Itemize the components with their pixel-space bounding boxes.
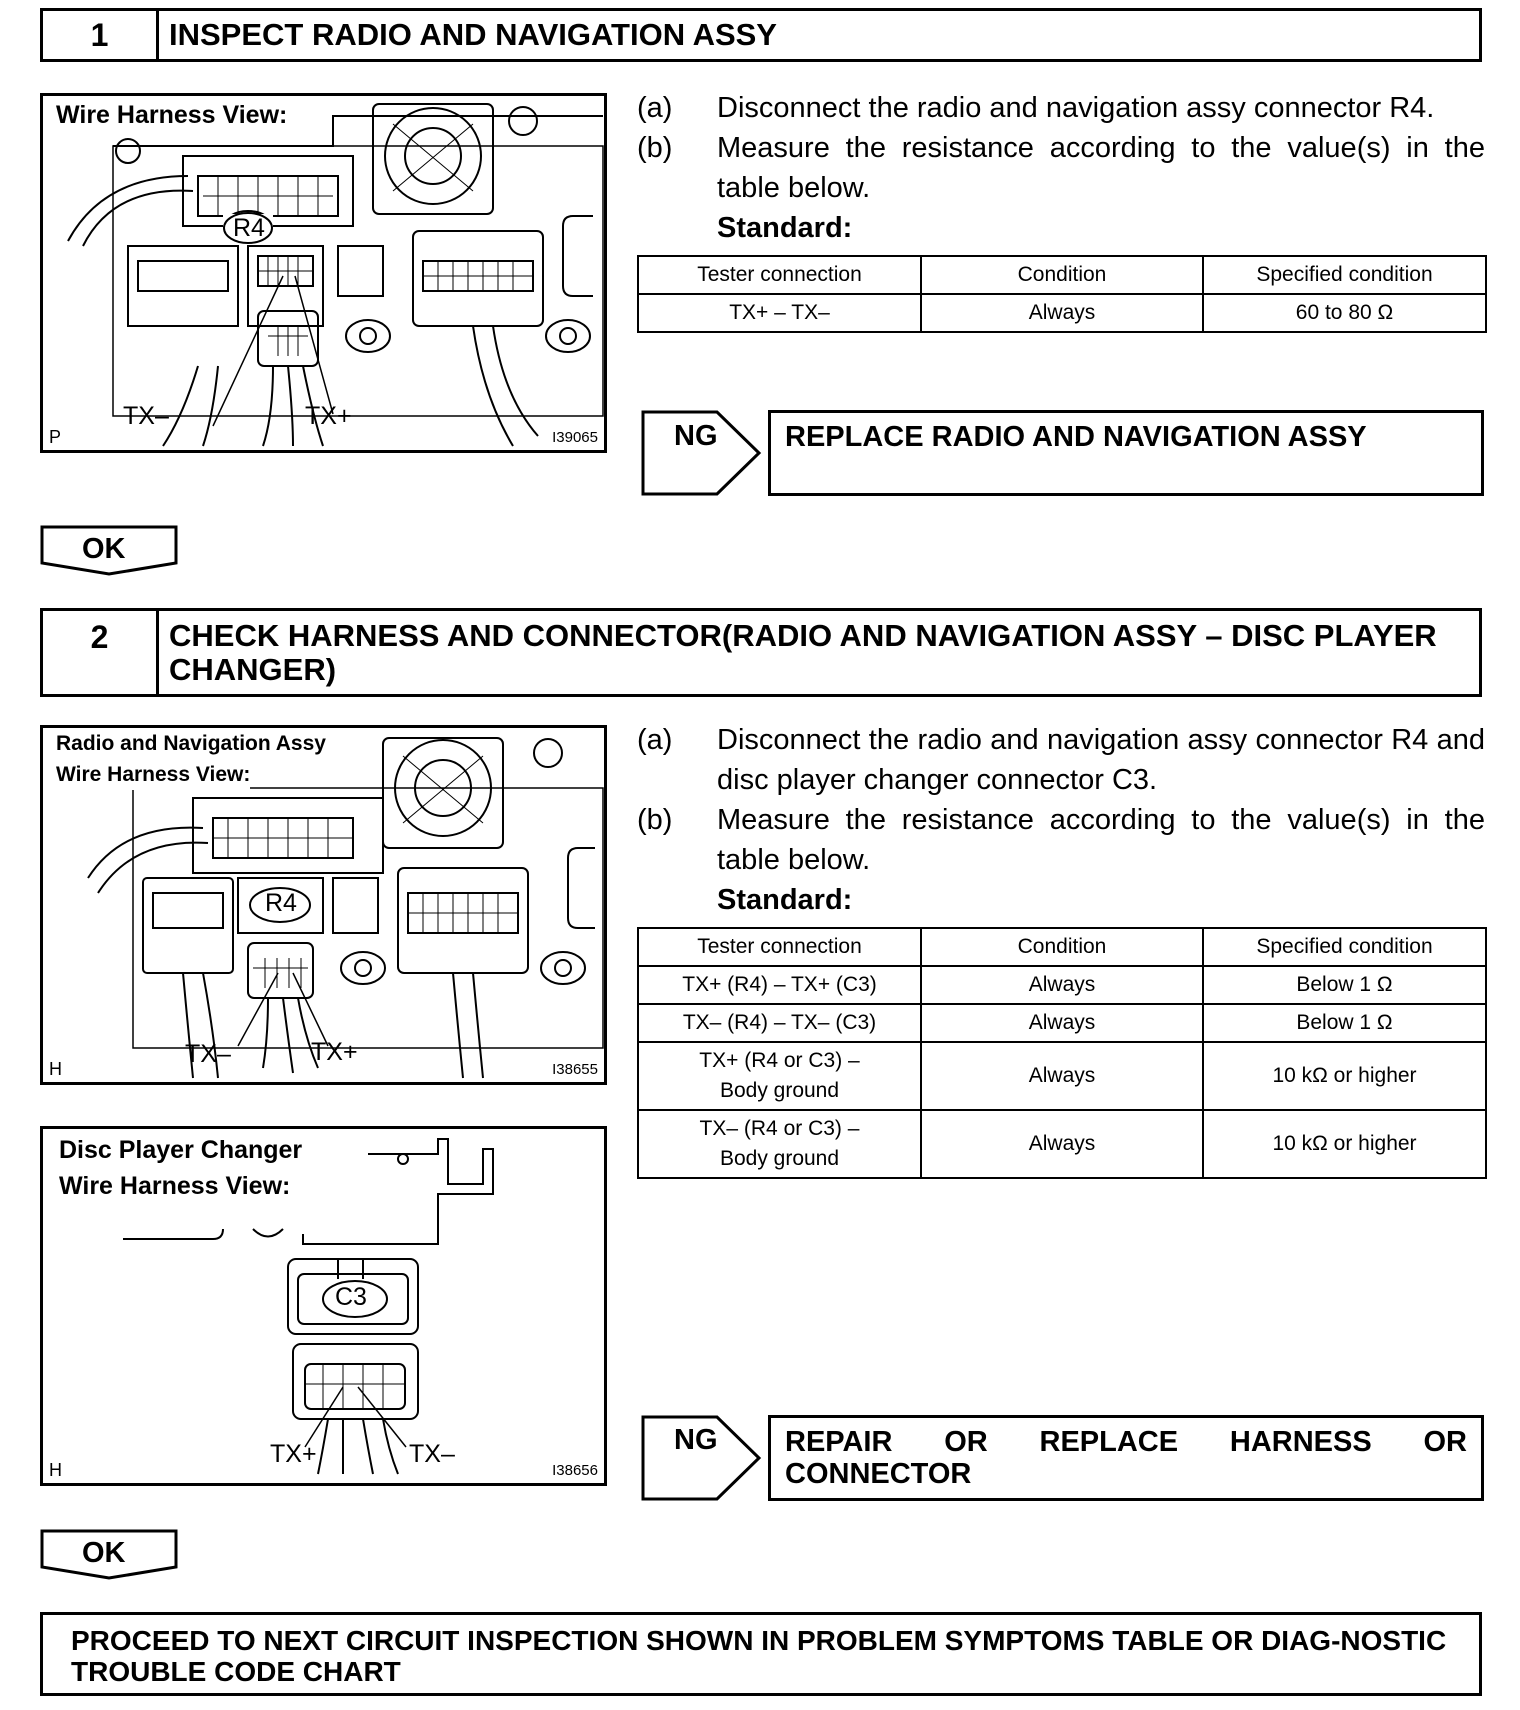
ng-action-text: REPLACE RADIO AND NAVIGATION ASSY	[785, 421, 1367, 453]
header-tester-connection: Tester connection	[638, 256, 921, 294]
cell-connection: TX+ (R4) – TX+ (C3)	[638, 966, 921, 1004]
step-1-spec-table	[637, 255, 1487, 333]
cell-spec: 60 to 80 Ω	[1203, 294, 1486, 332]
pin-label-right: TX–	[409, 1440, 455, 1468]
step-number: 2	[43, 611, 159, 694]
figure-label: Wire Harness View:	[56, 101, 288, 129]
step-title: INSPECT RADIO AND NAVIGATION ASSY	[169, 17, 777, 52]
radio-connector-illustration	[43, 96, 607, 453]
step-1-header	[40, 8, 1482, 62]
figure-label-line-1: Radio and Navigation Assy	[56, 728, 326, 759]
standard-label: Standard:	[717, 884, 853, 916]
table-row	[638, 1110, 1486, 1178]
step-number: 1	[43, 11, 159, 59]
cell-spec: 10 kΩ or higher	[1203, 1042, 1486, 1110]
cell-connection: TX– (R4) – TX– (C3)	[638, 1004, 921, 1042]
header-condition: Condition	[921, 928, 1203, 966]
connector-code-label: R4	[233, 214, 265, 242]
standard-label: Standard:	[717, 212, 853, 244]
instruction-a: (a) Disconnect the radio and navigation assy connector R4.	[637, 92, 1435, 124]
instruction-b: (b) Measure the resistance according to the value(s) in the table below.	[637, 804, 1485, 876]
table-row	[638, 1004, 1486, 1042]
ok-label: OK	[82, 533, 126, 565]
figure-code: I38656	[552, 1462, 598, 1479]
cell-condition: Always	[921, 1004, 1203, 1042]
cell-connection-line-1: TX+ (R4 or C3) –	[699, 1049, 860, 1072]
ng-action-text: REPAIR OR REPLACE HARNESS OR CONNECTOR	[785, 1426, 1467, 1490]
header-condition: Condition	[921, 256, 1203, 294]
ok-label: OK	[82, 1537, 126, 1569]
ng-label: NG	[674, 1424, 718, 1456]
cell-connection	[638, 1110, 921, 1178]
final-instruction-box	[40, 1612, 1482, 1696]
radio-harness-figure	[40, 725, 607, 1085]
cell-condition: Always	[921, 1042, 1203, 1110]
step-2-header	[40, 608, 1482, 697]
ng-action-box	[768, 410, 1484, 496]
figure-code: I39065	[552, 429, 598, 446]
cell-connection	[638, 1042, 921, 1110]
cell-connection: TX+ – TX–	[638, 294, 921, 332]
cell-connection-line-2: Body ground	[719, 1147, 840, 1170]
pin-label-left: TX–	[185, 1040, 231, 1068]
cell-spec: Below 1 Ω	[1203, 966, 1486, 1004]
pin-label-right: TX+	[311, 1038, 358, 1066]
table-row	[638, 966, 1486, 1004]
instruction-b: (b) Measure the resistance according to the value(s) in the table below.	[637, 132, 1485, 204]
header-specified-condition: Specified condition	[1203, 928, 1486, 966]
connector-code-label: C3	[335, 1283, 367, 1311]
figure-label-line-2: Wire Harness View:	[56, 759, 250, 790]
table-row	[638, 294, 1486, 332]
pin-label-left: TX–	[123, 402, 169, 430]
header-specified-condition: Specified condition	[1203, 256, 1486, 294]
disc-changer-harness-figure	[40, 1126, 607, 1486]
header-tester-connection: Tester connection	[638, 928, 921, 966]
cell-connection-line-1: TX– (R4 or C3) –	[699, 1117, 860, 1140]
instruction-a: (a) Disconnect the radio and navigation assy connector R4 and disc player changer connector C3.	[637, 724, 1485, 796]
cell-spec: 10 kΩ or higher	[1203, 1110, 1486, 1178]
ng-label: NG	[674, 420, 718, 452]
cell-condition: Always	[921, 966, 1203, 1004]
wire-harness-figure	[40, 93, 607, 453]
figure-code: I38655	[552, 1061, 598, 1078]
step-title: CHECK HARNESS AND CONNECTOR(RADIO AND NAVIGATION ASSY – DISC PLAYER CHANGER)	[169, 617, 1437, 687]
pin-label-right: TX+	[305, 402, 352, 430]
table-header-row	[638, 256, 1486, 294]
table-row	[638, 1042, 1486, 1110]
figure-letter: H	[49, 1059, 62, 1079]
figure-label-line-2: Wire Harness View:	[59, 1172, 291, 1200]
step-2-spec-table	[637, 927, 1487, 1179]
step-2-instructions	[637, 720, 1485, 920]
ng-action-box	[768, 1415, 1484, 1501]
figure-letter: H	[49, 1460, 62, 1480]
step-1-instructions	[637, 88, 1485, 248]
cell-condition: Always	[921, 1110, 1203, 1178]
pin-label-left: TX+	[270, 1440, 317, 1468]
figure-label-line-1: Disc Player Changer	[59, 1136, 303, 1164]
figure-letter: P	[49, 427, 62, 447]
cell-connection-line-2: Body ground	[719, 1079, 840, 1102]
cell-spec: Below 1 Ω	[1203, 1004, 1486, 1042]
table-header-row	[638, 928, 1486, 966]
cell-condition: Always	[921, 294, 1203, 332]
connector-code-label: R4	[265, 889, 297, 917]
final-instruction-text: PROCEED TO NEXT CIRCUIT INSPECTION SHOWN IN PROBLEM SYMPTOMS TABLE OR DIAG-NOSTIC TROUBLE CODE CHART	[71, 1625, 1447, 1687]
